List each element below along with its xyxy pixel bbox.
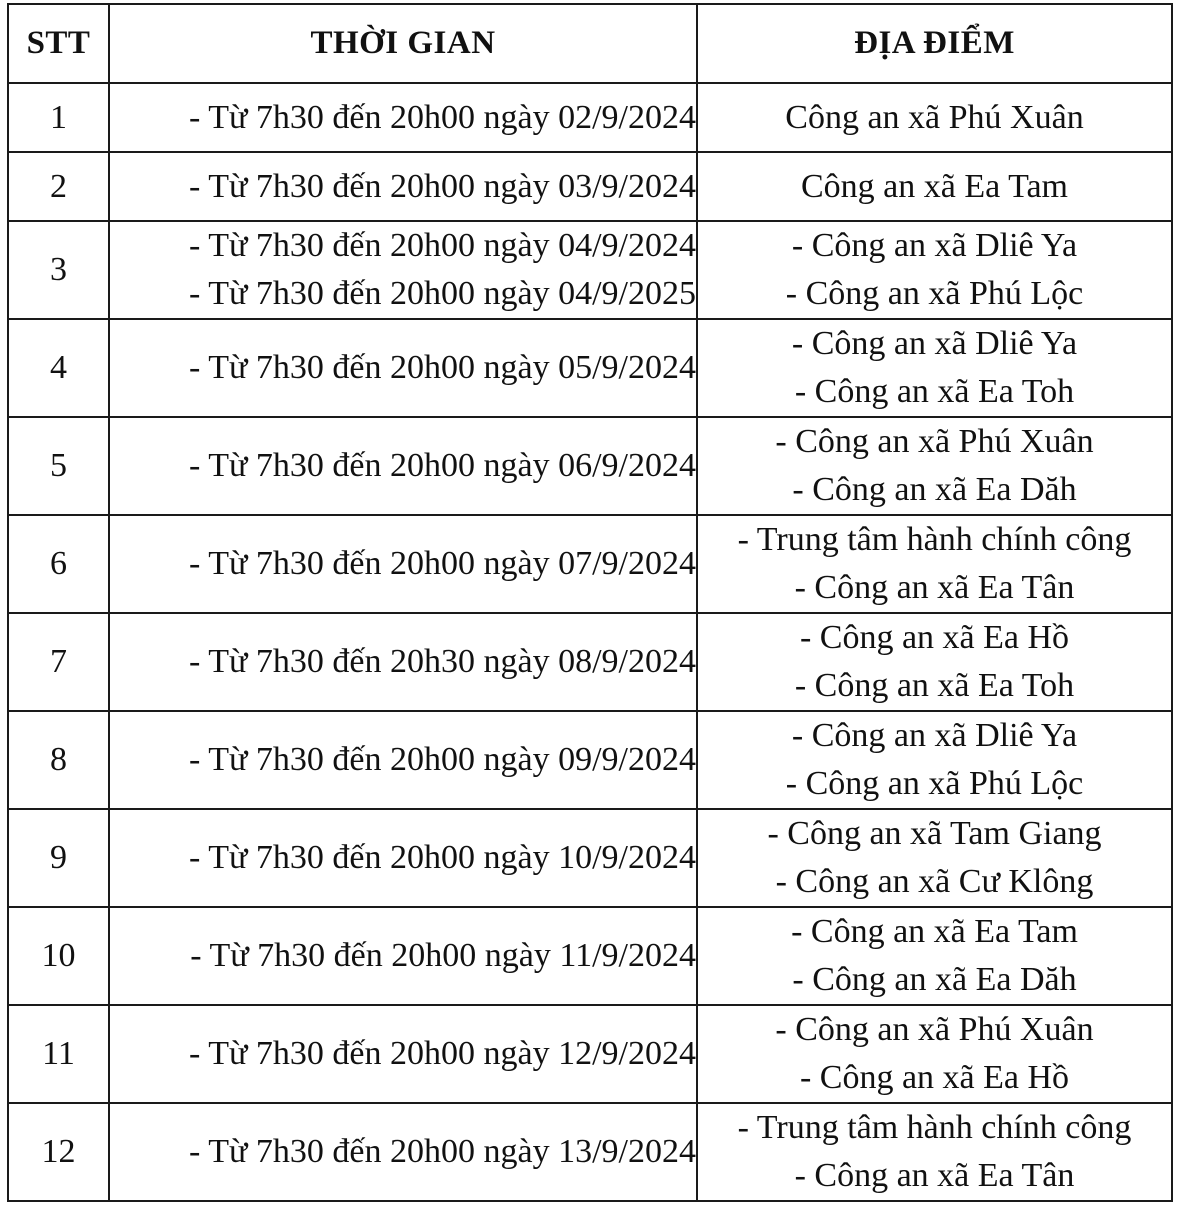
time-line: - Từ 7h30 đến 20h00 ngày 04/9/2024 [189,227,696,264]
place-line: - Công an xã Dliê Ya [791,717,1078,754]
row-stt: 1 [8,83,109,152]
time-line: - Từ 7h30 đến 20h00 ngày 02/9/2024 [189,98,696,136]
table-row [8,152,1172,221]
table-row [8,907,1172,1005]
row-time [109,809,697,907]
place-line: - Công an xã Ea Toh [794,667,1075,704]
table-row [8,1005,1172,1103]
header-time: THỜI GIAN [109,4,697,83]
row-time [109,711,697,809]
time-line: - Từ 7h30 đến 20h00 ngày 09/9/2024 [189,741,696,778]
place-line: - Công an xã Dliê Ya [791,325,1078,362]
schedule-table [7,3,1173,1202]
time-line: - Từ 7h30 đến 20h00 ngày 07/9/2024 [189,545,696,582]
row-place [697,907,1172,1005]
row-place [697,83,1172,152]
place-line: - Công an xã Phú Xuân [775,1011,1094,1048]
place-line: - Công an xã Cư Klông [775,863,1094,900]
place-line: - Công an xã Ea Dăh [792,961,1077,998]
place-line: Công an xã Phú Xuân [785,98,1084,136]
table-header [8,4,1172,83]
row-place [697,152,1172,221]
row-place [697,613,1172,711]
time-line: - Từ 7h30 đến 20h00 ngày 06/9/2024 [189,447,696,484]
time-line: - Từ 7h30 đến 20h00 ngày 10/9/2024 [189,839,696,876]
row-place [697,1005,1172,1103]
place-line: - Công an xã Ea Hồ [799,1059,1070,1096]
row-stt: 5 [8,417,109,515]
row-place [697,809,1172,907]
time-line: - Từ 7h30 đến 20h00 ngày 11/9/2024 [190,937,696,974]
table-row [8,1103,1172,1201]
time-line: - Từ 7h30 đến 20h00 ngày 12/9/2024 [189,1035,696,1072]
header-stt: STT [8,4,109,83]
place-line: Công an xã Ea Tam [800,167,1069,205]
row-stt: 7 [8,613,109,711]
row-stt: 11 [8,1005,109,1103]
row-time [109,83,697,152]
row-stt: 6 [8,515,109,613]
time-line: - Từ 7h30 đến 20h30 ngày 08/9/2024 [189,643,696,680]
row-time [109,417,697,515]
place-line: - Công an xã Phú Lộc [785,275,1084,312]
place-line: - Công an xã Ea Hồ [799,619,1070,656]
table-body [8,83,1172,1201]
place-line: - Công an xã Phú Xuân [775,423,1094,460]
time-line: - Từ 7h30 đến 20h00 ngày 05/9/2024 [189,349,696,386]
row-time [109,1005,697,1103]
row-place [697,417,1172,515]
row-place [697,515,1172,613]
row-stt: 12 [8,1103,109,1201]
time-line: - Từ 7h30 đến 20h00 ngày 03/9/2024 [189,167,696,205]
time-line: - Từ 7h30 đến 20h00 ngày 04/9/2025 [189,275,696,312]
row-place [697,1103,1172,1201]
place-line: - Công an xã Ea Dăh [792,471,1077,508]
table-row [8,417,1172,515]
place-line: - Công an xã Ea Toh [794,373,1075,410]
header-place: ĐỊA ĐIỂM [697,4,1172,83]
row-time [109,907,697,1005]
row-stt: 3 [8,221,109,319]
row-time [109,152,697,221]
place-line: - Công an xã Ea Tân [794,569,1075,606]
table-row [8,319,1172,417]
row-stt: 9 [8,809,109,907]
row-stt: 2 [8,152,109,221]
row-time [109,221,697,319]
row-place [697,221,1172,319]
row-time [109,319,697,417]
place-line: - Công an xã Ea Tân [794,1157,1075,1194]
table-row [8,809,1172,907]
time-line: - Từ 7h30 đến 20h00 ngày 13/9/2024 [189,1133,696,1170]
place-line: - Công an xã Phú Lộc [785,765,1084,802]
row-place [697,319,1172,417]
row-stt: 8 [8,711,109,809]
row-time [109,515,697,613]
row-place [697,711,1172,809]
table-row [8,83,1172,152]
table-row [8,613,1172,711]
row-time [109,613,697,711]
place-line: - Công an xã Ea Tam [791,913,1078,950]
row-stt: 4 [8,319,109,417]
place-line: - Trung tâm hành chính công [737,1109,1132,1146]
table-row [8,515,1172,613]
table-row [8,711,1172,809]
row-stt: 10 [8,907,109,1005]
place-line: - Trung tâm hành chính công [737,521,1132,558]
place-line: - Công an xã Dliê Ya [791,227,1078,264]
place-line: - Công an xã Tam Giang [767,815,1102,852]
row-time [109,1103,697,1201]
table-row [8,221,1172,319]
header-row [8,4,1172,83]
